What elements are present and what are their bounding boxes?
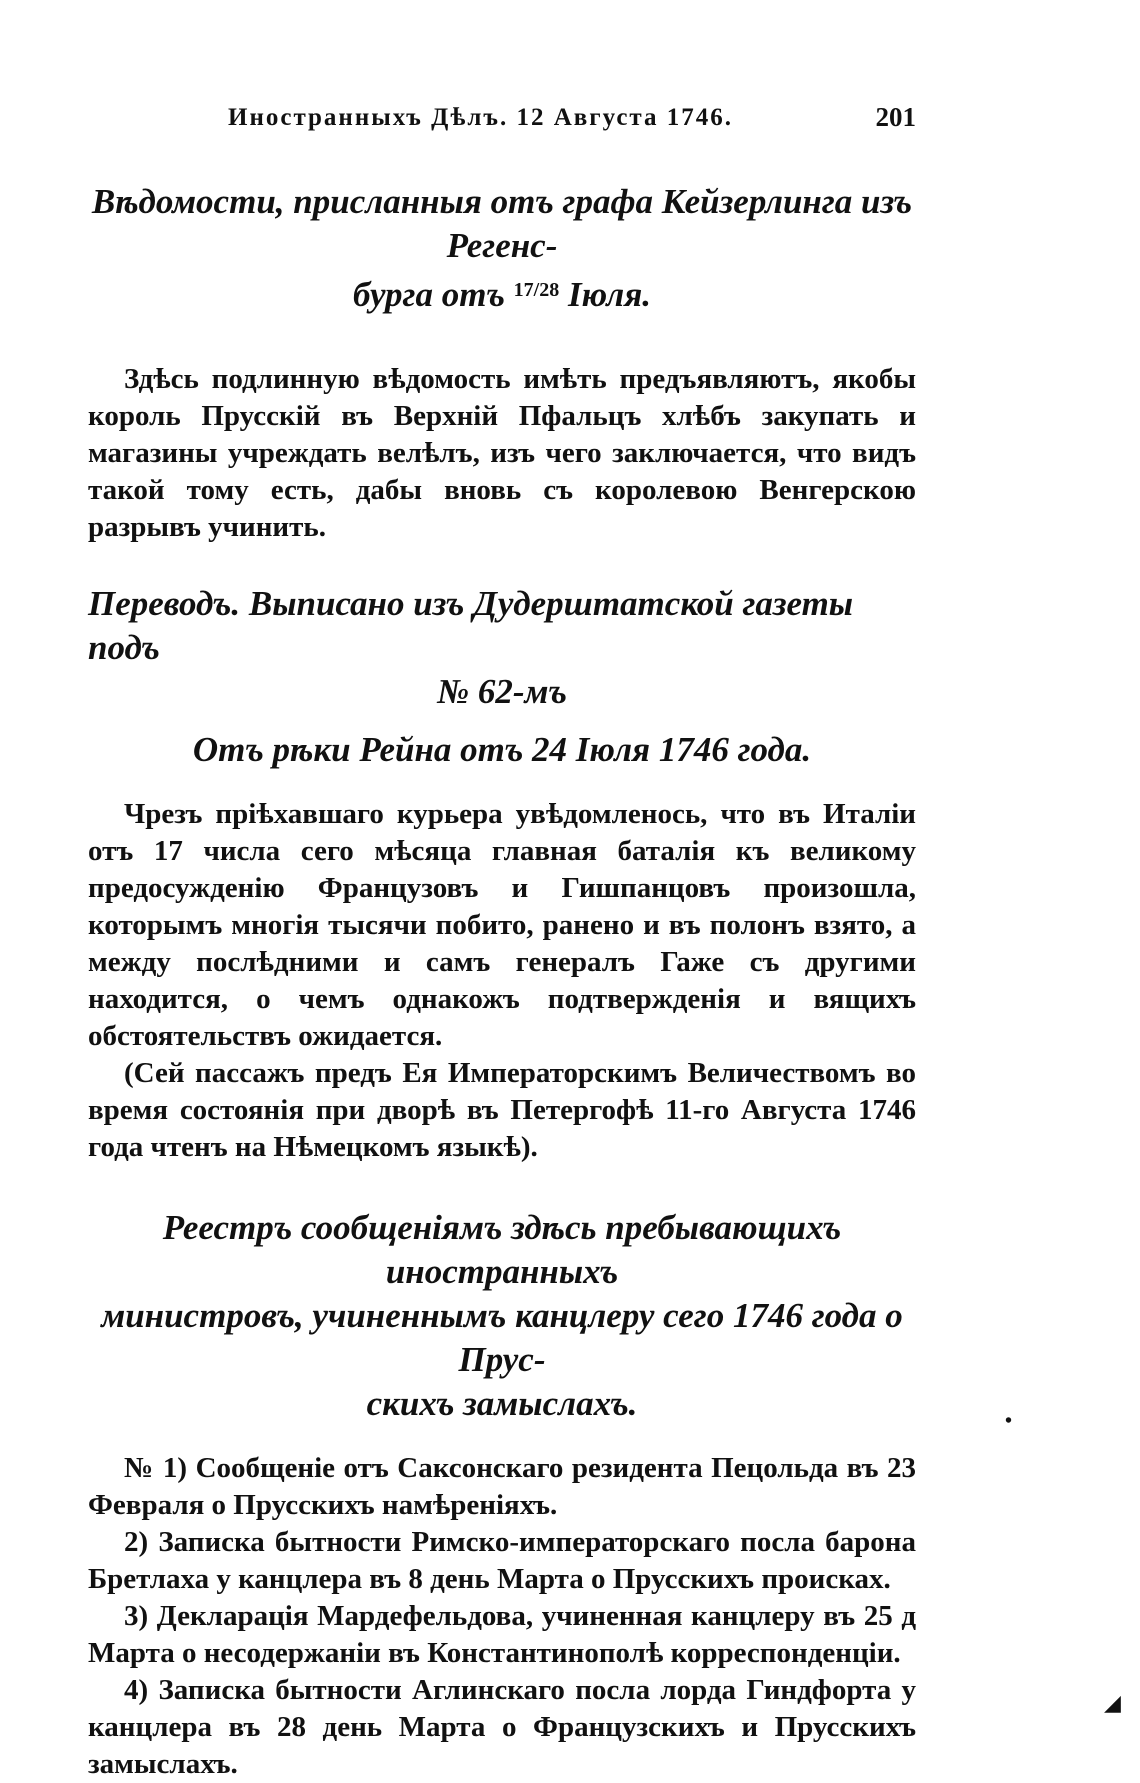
section2-heading-line3: Отъ рѣки Рейна отъ 24 Іюля 1746 года. <box>192 730 812 769</box>
running-header <box>88 96 916 136</box>
margin-dot-mark: • <box>1005 1410 1013 1432</box>
list-item <box>88 1598 916 1672</box>
list-item-text: Записка бытности Аглинскаго посла лорда Гиндфорта у канцлера въ 28 день Марта о Французскихъ и Прусскихъ замыслахъ. <box>88 1674 917 1780</box>
section1-date-fraction: 17/28 <box>513 279 560 301</box>
section1-heading-line2 <box>88 268 916 317</box>
section1-heading-line1: Вѣдомости, присланныя отъ графа Кейзерлинга изъ Регенс- <box>91 182 913 265</box>
section2-paragraph: Чрезъ пріѣхавшаго курьера увѣдомленось, что въ Италіи отъ 17 числа сего мѣсяца главная баталія къ великому предосужденію Французовъ и Гишпанцовъ произошла, которымъ многія тысячи побито, ранено и въ полонъ взято, а между послѣдними и самъ генералъ Гаже съ другими находится, о чемъ однакожъ подтвержденія и вящихъ обстоятельствъ ожидается. <box>88 798 916 1052</box>
section3-heading <box>88 1206 916 1426</box>
section1-paragraph: Здѣсь подлинную вѣдомость имѣть предъявляютъ, якобы король Прусскій въ Верхній Пфальцъ хлѣбъ закупать и магазины учреждать велѣлъ, изъ чего заключается, что видъ такой тому есть, дабы вновь съ королевою Венгерскою разрывъ учинить. <box>88 363 916 543</box>
list-item <box>88 1672 916 1783</box>
section2-heading <box>88 582 916 772</box>
section1-heading-line2-pre: бурга отъ <box>352 275 514 314</box>
section2-body <box>88 796 916 1166</box>
list-item-text: Записка бытности Римско-императорскаго посла барона Бретлаха у канцлера въ 8 день Марта о Прусскихъ происках. <box>88 1526 916 1595</box>
list-item <box>88 1450 916 1524</box>
list-item-number: 4) <box>124 1674 149 1706</box>
list-item-text: Декларація Мардефельдова, учиненная канцлеру въ 25 д Марта о несодержаніи въ Константинополѣ корреспонденціи. <box>88 1600 917 1669</box>
section2-note: (Сей пассажъ предъ Ея Императорскимъ Величествомъ во время состоянія при дворѣ въ Петергофѣ 11-го Августа 1746 года чтенъ на Нѣмецкомъ языкѣ). <box>88 1057 916 1163</box>
list-item <box>88 1524 916 1598</box>
section1-body <box>88 361 916 546</box>
register-list <box>88 1450 916 1783</box>
section2-heading-line1: Переводъ. Выписано изъ Дудерштатской газеты подъ <box>88 584 854 667</box>
list-item-number: 2) <box>124 1526 149 1558</box>
running-title: Иностранныхъ Дѣлъ. 12 Августа 1746. <box>228 104 734 131</box>
section2-heading-line2: № 62-мъ <box>437 672 567 711</box>
section1-heading <box>88 180 916 317</box>
list-item-number: 3) <box>124 1600 149 1632</box>
section3-heading-line2: министровъ, учиненнымъ канцлеру сего 1746 года о Прус- <box>101 1296 903 1379</box>
corner-mark-icon: ◢ <box>1104 1690 1121 1715</box>
section3-heading-line3: скихъ замыслахъ. <box>366 1384 638 1423</box>
section1-heading-line2-post: Іюля. <box>559 275 652 314</box>
list-item-text: Сообщеніе отъ Саксонскаго резидента Пецольда въ 23 Февраля о Прусскихъ намѣреніяхъ. <box>88 1452 916 1521</box>
list-item-number: № 1) <box>124 1452 188 1484</box>
page-body <box>88 96 916 1783</box>
page-number: 201 <box>875 102 916 132</box>
section3-heading-line1: Реестръ сообщеніямъ здѣсь пребывающихъ иностранныхъ <box>162 1208 842 1291</box>
